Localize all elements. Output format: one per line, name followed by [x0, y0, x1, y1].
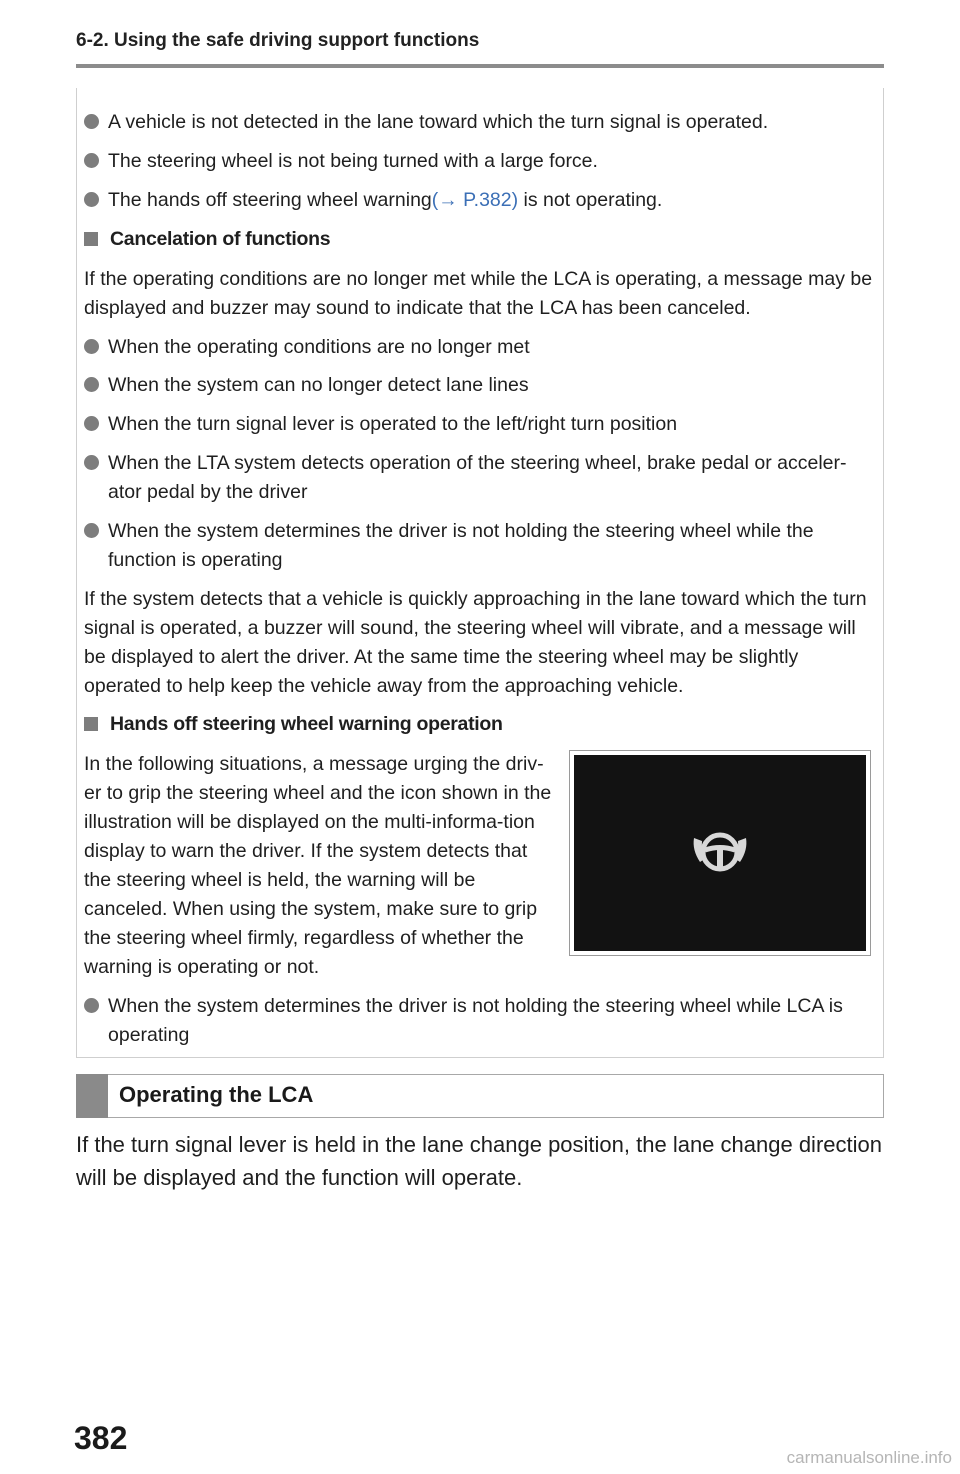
section-tab-marker [76, 1074, 108, 1118]
subheading-hands-off [84, 710, 874, 739]
bullet-dot-icon [84, 114, 99, 129]
approaching-vehicle-note: If the system detects that a vehicle is quickly approaching in the lane toward which the turn signal is operated, a buzzer will sound, the steering wheel will vibrate, and a message will be displayed to alert the driver. At the same time the steering wheel may be slightly operated to help keep the vehicle away from the approaching vehicle. [84, 588, 867, 697]
page-number: 382 [74, 1420, 128, 1456]
bullet-text: The hands off steering wheel warning [108, 189, 432, 211]
bullet-dot-icon [84, 455, 99, 470]
bullet-text: When the system can no longer detect lane lines [108, 374, 529, 396]
bullet-text: is not operating. [518, 189, 663, 211]
section-intro: If the turn signal lever is held in the lane change position, the lane change direction will be displayed and the function will operate. [76, 1132, 882, 1190]
header-divider [76, 64, 884, 68]
subheading-text: Cancelation of functions [110, 228, 331, 250]
bullet-text: When the system determines the driver is not holding the steering wheel while LCA is operating [108, 995, 843, 1046]
section-title: Operating the LCA [119, 1082, 314, 1107]
hands-on-steering-wheel-icon [688, 828, 752, 876]
bullet-item [84, 186, 874, 215]
bullet-dot-icon [84, 377, 99, 392]
bullet-text: When the turn signal lever is operated to the left/right turn position [108, 413, 678, 435]
bullet-item [84, 333, 874, 362]
bullet-item [84, 992, 874, 1050]
page-reference-link[interactable]: (→ P.382) [431, 189, 519, 211]
bullet-item [84, 517, 874, 575]
square-bullet-icon [84, 232, 98, 246]
multi-information-display-illustration [569, 750, 871, 956]
bullet-dot-icon [84, 416, 99, 431]
square-bullet-icon [84, 717, 98, 731]
subheading-text: Hands off steering wheel warning operation [110, 713, 503, 735]
bullet-item [84, 147, 874, 176]
bullet-text: When the system determines the driver is not holding the steering wheel while the function is operating [108, 520, 814, 571]
bullet-item [84, 371, 874, 400]
bullet-text: When the LTA system detects operation of the steering wheel, brake pedal or acceler-ator pedal by the driver [108, 452, 847, 503]
section-heading-bar [76, 1074, 884, 1118]
bullet-dot-icon [84, 523, 99, 538]
subheading-cancelation [84, 225, 874, 254]
bullet-text: The steering wheel is not being turned with a large force. [108, 150, 598, 172]
bullet-dot-icon [84, 192, 99, 207]
bullet-dot-icon [84, 153, 99, 168]
cancelation-intro: If the operating conditions are no longer met while the LCA is operating, a message may be displayed and buzzer may sound to indicate that the LCA has been canceled. [84, 268, 873, 319]
page-header: 6-2. Using the safe driving support functions [76, 30, 480, 51]
bullet-dot-icon [84, 998, 99, 1013]
bullet-dot-icon [84, 339, 99, 354]
watermark: carmanualsonline.info [786, 1448, 952, 1467]
bullet-item [84, 410, 874, 439]
bullet-text: A vehicle is not detected in the lane toward which the turn signal is operated. [108, 111, 769, 133]
bullet-item [84, 449, 874, 507]
hands-off-description: In the following situations, a message urging the driv-er to grip the steering wheel and the icon shown in the illustration will be displayed on the multi-informa-tion display to warn the driver. If the system detects that the steering wheel is held, the warning will be canceled. When using the system, make sure to grip the steering wheel firmly, regardless of whether the warning is operating or not. [84, 753, 552, 978]
bullet-text: When the operating conditions are no longer met [108, 336, 530, 358]
bullet-item [84, 108, 874, 137]
